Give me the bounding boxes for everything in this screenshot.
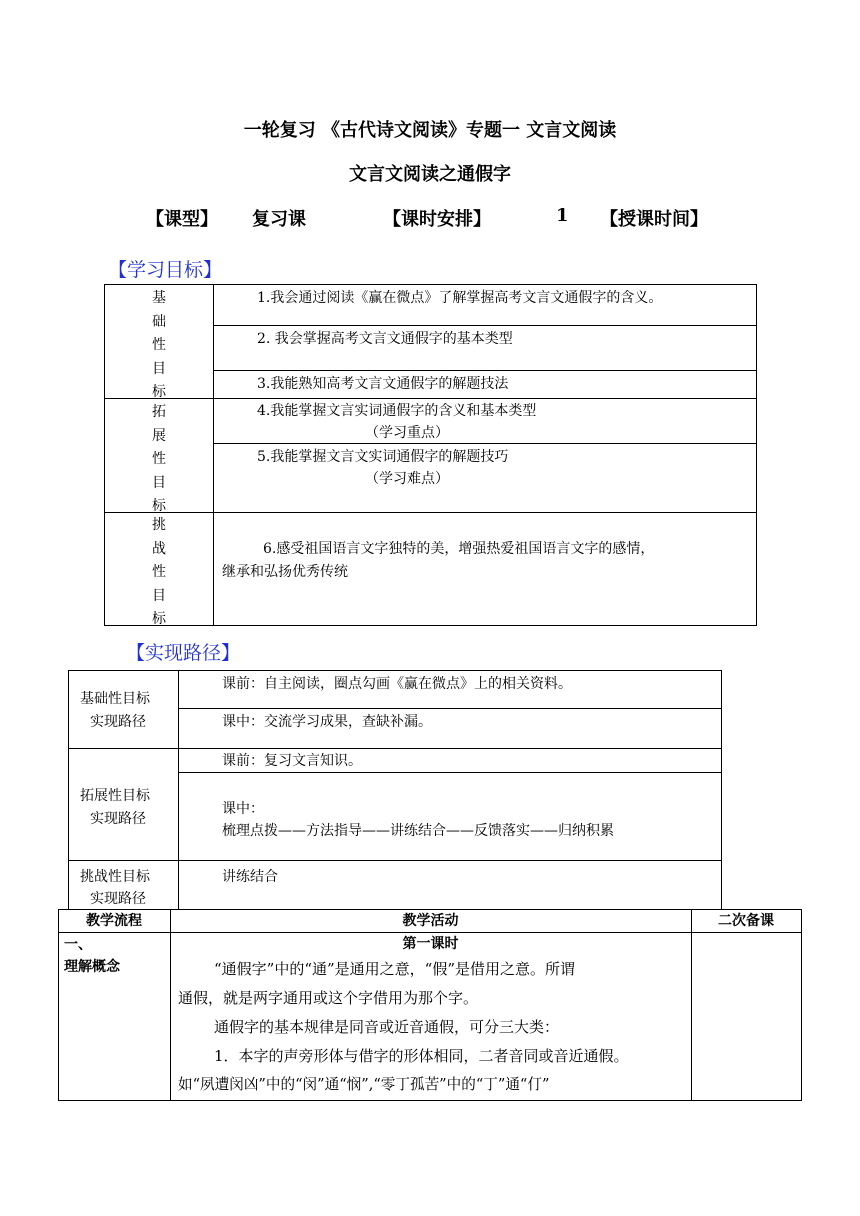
goal-item-2: 2. 我会掌握高考文言文通假字的基本类型 — [257, 331, 513, 347]
flow-step-number: 一、 — [64, 937, 92, 953]
basic-path-label-1: 基础性目标 — [80, 691, 150, 707]
goal-item-4: 4.我能掌握文言实词通假字的含义和基本类型 — [257, 403, 537, 419]
goals-heading: 【学习目标】 — [108, 259, 223, 281]
basic-path-label-2: 实现路径 — [90, 714, 146, 730]
extended-goals-label: 拓 展 性 目 标 — [152, 404, 166, 514]
ext-path-label-2: 实现路径 — [90, 811, 146, 827]
page-title: 一轮复习 《古代诗文阅读》专题一 文言文阅读 — [243, 120, 617, 141]
ext-path-pre: 课前：复习文言知识。 — [222, 753, 362, 769]
basic-goals-label: 基 础 性 目 标 — [152, 290, 166, 400]
basic-path-pre: 课前：自主阅读，圈点勾画《赢在微点》上的相关资料。 — [222, 676, 572, 692]
session-title: 第一课时 — [402, 936, 459, 952]
goal-item-5: 5.我能掌握文言文实词通假字的解题技巧 — [257, 449, 509, 465]
para3-line1: 1．本字的声旁形体与借字的形体相同，二者音同或音近通假。 — [214, 1047, 629, 1065]
para1-line2: 通假，就是两字通用或这个字借用为那个字。 — [178, 989, 479, 1007]
para3-line2: 如“夙遭闵凶”中的“闵”通“悯”,“零丁孤苦”中的“丁”通“仃” — [178, 1076, 550, 1093]
flow-col-second-prep: 二次备课 — [718, 913, 774, 929]
page-subtitle: 文言文阅读之通假字 — [349, 164, 511, 185]
goal-item-5-note: （学习难点） — [365, 471, 449, 487]
meta-type-label: 【课型】 — [146, 209, 218, 230]
flow-step-name: 理解概念 — [64, 959, 120, 975]
para2: 通假字的基本规律是同音或近音通假，可分三大类： — [214, 1018, 560, 1036]
flow-col-process: 教学流程 — [86, 913, 142, 929]
meta-hours-value: 1 — [556, 205, 569, 226]
goal-item-1: 1.我会通过阅读《赢在微点》了解掌握高考文言文通假字的含义。 — [257, 290, 663, 306]
chal-path-label-2: 实现路径 — [90, 891, 146, 907]
goal-item-3: 3.我能熟知高考文言文通假字的解题技法 — [257, 376, 509, 392]
meta-time-label: 【授课时间】 — [600, 209, 708, 230]
ext-path-in-2: 梳理点拨——方法指导——讲练结合——反馈落实——归纳积累 — [222, 823, 614, 839]
chal-path-label-1: 挑战性目标 — [80, 869, 150, 885]
chal-path-text: 讲练结合 — [222, 869, 278, 885]
goal-item-6-line1: 6.感受祖国语言文字独特的美，增强热爱祖国语言文字的感情， — [263, 541, 655, 557]
meta-hours-label: 【课时安排】 — [383, 209, 491, 230]
goal-item-6-line2: 继承和弘扬优秀传统 — [222, 564, 348, 580]
para1-line1: “通假字”中的“通”是通用之意，“假”是借用之意。所谓 — [214, 960, 576, 978]
paths-heading: 【实现路径】 — [126, 642, 241, 664]
ext-path-label-1: 拓展性目标 — [80, 788, 150, 804]
ext-path-in-1: 课中： — [222, 801, 264, 817]
flow-col-activity: 教学活动 — [402, 913, 459, 929]
challenge-goals-label: 挑 战 性 目 标 — [152, 517, 166, 627]
meta-type-value: 复习课 — [252, 209, 306, 230]
goal-item-4-note: （学习重点） — [365, 425, 449, 441]
basic-path-in: 课中：交流学习成果，查缺补漏。 — [222, 714, 432, 730]
